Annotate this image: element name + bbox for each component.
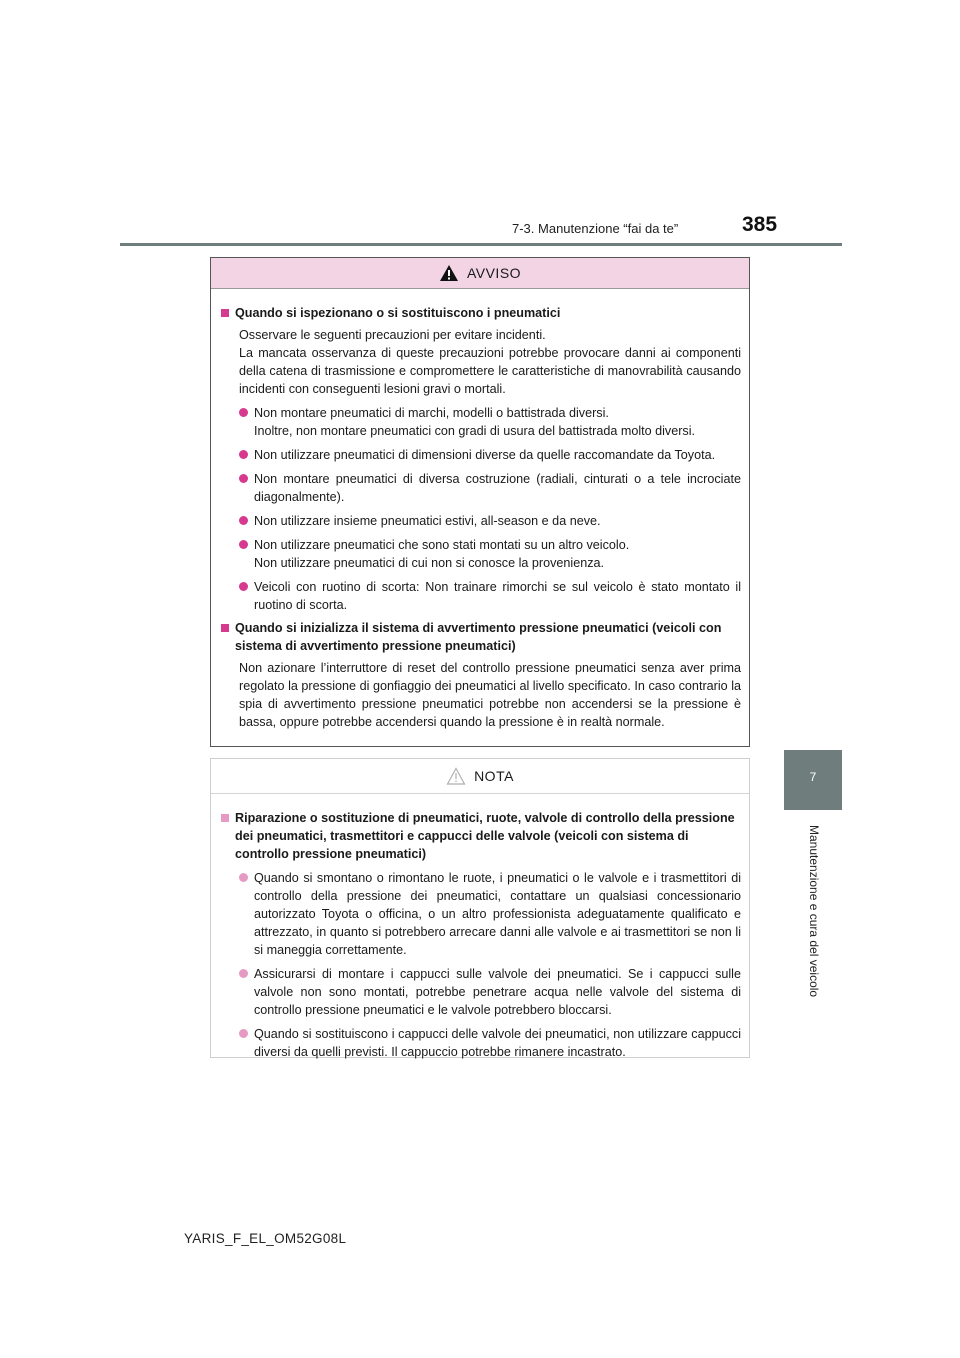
section-title	[221, 304, 741, 322]
caution-triangle-icon	[446, 767, 466, 785]
list-item-text: Quando si smontano o rimontano le ruote, i pneumatici o le valvole e i trasmettitori di controllo della pressione dei pneumatici, contattare un qualsiasi concessionario autorizzato Toyota o officina, o un altro professionista adeguatamente qualificato e attrezzato, in quanto si potrebbero arrecare danni alle valvole e ai trasmettitori se non li si maneggia correttamente.	[254, 871, 741, 957]
chapter-number: 7	[809, 770, 817, 784]
list-item	[239, 446, 741, 464]
list-item-text: Non utilizzare pneumatici di dimensioni diverse da quelle raccomandate da Toyota.	[254, 448, 716, 462]
paragraph-line: Osservare le seguenti precauzioni per evitare incidenti.	[239, 328, 546, 342]
list-item-text: Veicoli con ruotino di scorta: Non trainare rimorchi se sul veicolo è stato montato il ruotino di scorta.	[254, 580, 741, 612]
document-code: YARIS_F_EL_OM52G08L	[184, 1231, 347, 1246]
circle-bullet-icon	[239, 582, 248, 591]
list-item	[239, 578, 741, 614]
list-item	[239, 512, 741, 530]
list-item-text: Quando si sostituiscono i cappucci delle valvole dei pneumatici, non utilizzare cappucci diversi da quelli previsti. Il cappuccio potrebbe rimanere incastrato.	[254, 1027, 741, 1059]
list-item	[239, 536, 741, 572]
circle-bullet-icon	[239, 516, 248, 525]
circle-bullet-icon	[239, 1029, 248, 1038]
circle-bullet-icon	[239, 450, 248, 459]
header-section-title: 7-3. Manutenzione “fai da te”	[512, 221, 679, 236]
list-item	[239, 869, 741, 959]
circle-bullet-icon	[239, 873, 248, 882]
chapter-tab	[784, 750, 842, 810]
circle-bullet-icon	[239, 969, 248, 978]
note-box	[210, 758, 750, 1058]
note-body	[211, 794, 749, 1061]
section-title-text: Riparazione o sostituzione di pneumatici, ruote, valvole di controllo della pressione dei pneumatici, trasmettitori e cappucci delle valvole (veicoli con sistema di controllo pressione pneumatici)	[235, 811, 735, 861]
circle-bullet-icon	[239, 540, 248, 549]
paragraph	[239, 659, 741, 731]
section-title-text: Quando si inizializza il sistema di avvertimento pressione pneumatici (veicoli con sistema di avvertimento pressione pneumatici)	[235, 621, 722, 653]
square-bullet-icon	[221, 309, 229, 317]
circle-bullet-icon	[239, 474, 248, 483]
list-item-text: Non utilizzare pneumatici che sono stati montati su un altro veicolo.	[254, 538, 630, 552]
page-number: 385	[742, 213, 778, 236]
list-item-text: Non montare pneumatici di marchi, modelli o battistrada diversi.	[254, 406, 609, 420]
chapter-title: Manutenzione e cura del veicolo	[807, 825, 821, 998]
warning-triangle-icon	[439, 264, 459, 282]
section-title	[221, 619, 741, 655]
list-item-text: Non utilizzare insieme pneumatici estivi, all-season e da neve.	[254, 514, 601, 528]
paragraph-line: Non azionare l’interruttore di reset del controllo pressione pneumatici senza aver prima regolato la pressione di gonfiaggio dei pneumatici al livello specificato. In caso contrario la spia di avvertimento pressione pneumatici potrebbe non accendersi se la pressione è bassa, oppure potrebbe accendersi quando la pressione è in realtà normale.	[239, 661, 741, 729]
warning-box	[210, 257, 750, 747]
section-title-text: Quando si ispezionano o si sostituiscono i pneumatici	[235, 306, 561, 320]
list-item	[239, 470, 741, 506]
list-item	[239, 965, 741, 1019]
list-item-text: Non utilizzare pneumatici di cui non si conosce la provenienza.	[254, 556, 605, 570]
square-bullet-icon	[221, 814, 229, 822]
header-rule	[120, 243, 842, 246]
warning-body	[211, 289, 749, 731]
note-header	[211, 759, 749, 794]
circle-bullet-icon	[239, 408, 248, 417]
square-bullet-icon	[221, 624, 229, 632]
list-item-text: Assicurarsi di montare i cappucci sulle valvole dei pneumatici. Se i cappucci sulle valvole non sono montati, potrebbe penetrare acqua nelle valvole del sistema di controllo pressione pneumatici e le valvole potrebbero bloccarsi.	[254, 967, 741, 1017]
list-item-text: Inoltre, non montare pneumatici con gradi di usura del battistrada molto diversi.	[254, 424, 696, 438]
warning-title: AVVISO	[466, 265, 522, 281]
paragraph-line: La mancata osservanza di queste precauzioni potrebbe provocare danni ai componenti della catena di trasmissione e compromettere le caratteristiche di manovrabilità causando incidenti con conseguenti lesioni gravi o mortali.	[239, 346, 741, 396]
section-title	[221, 809, 741, 863]
paragraph	[239, 326, 741, 398]
list-item	[239, 404, 741, 440]
list-item	[239, 1025, 741, 1061]
warning-header	[211, 258, 749, 289]
note-title: NOTA	[474, 768, 514, 784]
list-item-text: Non montare pneumatici di diversa costruzione (radiali, cinturati o a tele incrociate diagonalmente).	[254, 472, 741, 504]
